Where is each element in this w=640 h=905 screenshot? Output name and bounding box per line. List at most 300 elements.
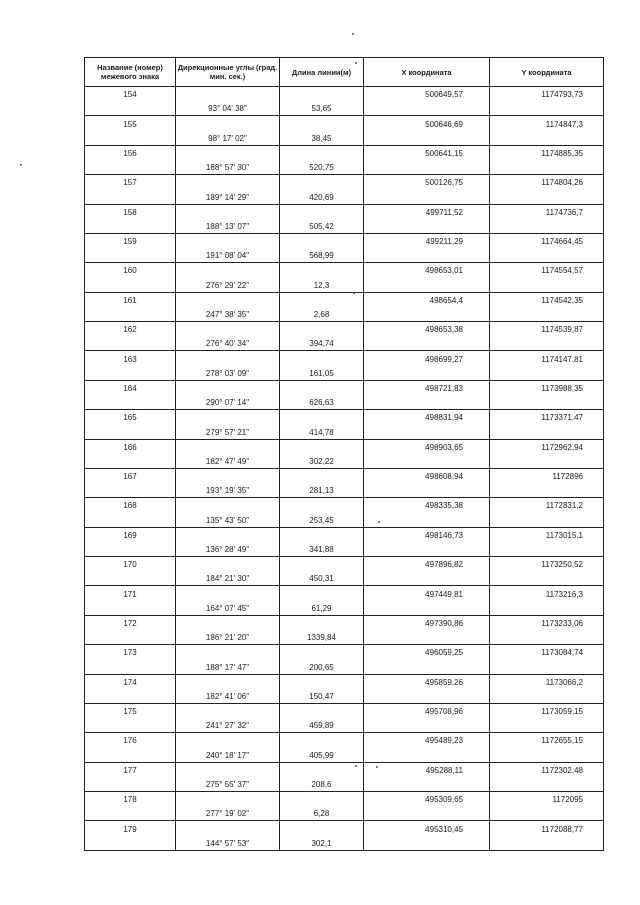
y-coordinate-cell: 1173084,74 xyxy=(490,645,604,660)
mark-name-cell: 166 xyxy=(85,439,176,454)
scan-speck xyxy=(355,765,357,767)
direction-angle-cell: 144° 57' 53" xyxy=(176,836,280,851)
line-length-cell: 459,89 xyxy=(280,718,364,733)
mark-name-cell-empty xyxy=(85,277,176,292)
mark-name-cell: 164 xyxy=(85,380,176,395)
x-coordinate-cell-empty xyxy=(364,512,490,527)
direction-angle-cell: 189° 14' 29" xyxy=(176,189,280,204)
x-coordinate-cell-empty xyxy=(364,131,490,146)
y-coordinate-cell: 1174736,7 xyxy=(490,204,604,219)
line-length-cell: 53,65 xyxy=(280,101,364,116)
angle-cell-empty xyxy=(176,204,280,219)
table-row xyxy=(85,792,604,807)
y-coordinate-cell: 1174542,35 xyxy=(490,292,604,307)
y-coordinate-cell: 1174885,35 xyxy=(490,145,604,160)
direction-angle-cell: 164° 07' 45" xyxy=(176,601,280,616)
mark-name-cell-empty xyxy=(85,336,176,351)
x-coordinate-cell-empty xyxy=(364,601,490,616)
line-length-cell: 520,75 xyxy=(280,160,364,175)
x-coordinate-cell-empty xyxy=(364,395,490,410)
angle-cell-empty xyxy=(176,498,280,513)
line-length-cell: 150,47 xyxy=(280,689,364,704)
x-coordinate-cell-empty xyxy=(364,483,490,498)
table-row xyxy=(85,322,604,337)
scan-speck xyxy=(355,62,357,64)
y-coordinate-cell: 1173066,2 xyxy=(490,674,604,689)
y-coordinate-cell: 1173250,52 xyxy=(490,557,604,572)
mark-name-cell-empty xyxy=(85,366,176,381)
table-row xyxy=(85,307,604,322)
mark-name-cell-empty xyxy=(85,454,176,469)
length-cell-empty xyxy=(280,116,364,131)
table-row xyxy=(85,219,604,234)
x-coordinate-cell-empty xyxy=(364,689,490,704)
x-coordinate-cell: 498903,65 xyxy=(364,439,490,454)
x-coordinate-cell-empty xyxy=(364,630,490,645)
mark-name-cell-empty xyxy=(85,101,176,116)
y-coordinate-cell: 1173371,47 xyxy=(490,410,604,425)
y-coordinate-cell-empty xyxy=(490,160,604,175)
y-coordinate-cell-empty xyxy=(490,571,604,586)
line-length-cell: 1339,84 xyxy=(280,630,364,645)
angle-cell-empty xyxy=(176,645,280,660)
line-length-cell: 61,29 xyxy=(280,601,364,616)
y-coordinate-cell-empty xyxy=(490,806,604,821)
x-coordinate-cell: 498653,01 xyxy=(364,263,490,278)
y-coordinate-cell-empty xyxy=(490,366,604,381)
table-row xyxy=(85,336,604,351)
y-coordinate-cell: 1173988,35 xyxy=(490,380,604,395)
angle-cell-empty xyxy=(176,792,280,807)
table-row xyxy=(85,586,604,601)
table-row xyxy=(85,131,604,146)
y-coordinate-cell-empty xyxy=(490,601,604,616)
y-coordinate-cell: 1172962,94 xyxy=(490,439,604,454)
x-coordinate-cell-empty xyxy=(364,718,490,733)
table-row xyxy=(85,87,604,102)
table-row xyxy=(85,645,604,660)
mark-name-cell-empty xyxy=(85,424,176,439)
scan-speck xyxy=(352,33,354,35)
length-cell-empty xyxy=(280,645,364,660)
x-coordinate-cell: 498654,4 xyxy=(364,292,490,307)
table-row xyxy=(85,101,604,116)
table-row xyxy=(85,175,604,190)
y-coordinate-cell-empty xyxy=(490,277,604,292)
y-coordinate-cell: 1173015,1 xyxy=(490,527,604,542)
table-row xyxy=(85,424,604,439)
mark-name-cell-empty xyxy=(85,836,176,851)
angle-cell-empty xyxy=(176,674,280,689)
header-direction-angle: Дирекционные углы (град. мин. сек.) xyxy=(176,58,280,87)
x-coordinate-cell: 496059,25 xyxy=(364,645,490,660)
mark-name-cell-empty xyxy=(85,659,176,674)
y-coordinate-cell-empty xyxy=(490,542,604,557)
y-coordinate-cell-empty xyxy=(490,836,604,851)
scan-speck xyxy=(378,521,380,523)
table-body xyxy=(85,87,604,851)
mark-name-cell-empty xyxy=(85,189,176,204)
y-coordinate-cell-empty xyxy=(490,131,604,146)
x-coordinate-cell: 498831,94 xyxy=(364,410,490,425)
direction-angle-cell: 136° 28' 49" xyxy=(176,542,280,557)
table-row xyxy=(85,747,604,762)
mark-name-cell: 155 xyxy=(85,116,176,131)
table-row xyxy=(85,380,604,395)
line-length-cell: 420,69 xyxy=(280,189,364,204)
table-row xyxy=(85,292,604,307)
mark-name-cell-empty xyxy=(85,630,176,645)
x-coordinate-cell: 498146,73 xyxy=(364,527,490,542)
x-coordinate-cell-empty xyxy=(364,747,490,762)
table-row xyxy=(85,277,604,292)
y-coordinate-cell: 1174804,26 xyxy=(490,175,604,190)
y-coordinate-cell: 1174793,73 xyxy=(490,87,604,102)
length-cell-empty xyxy=(280,145,364,160)
y-coordinate-cell-empty xyxy=(490,307,604,322)
x-coordinate-cell: 498335,38 xyxy=(364,498,490,513)
table-row xyxy=(85,263,604,278)
line-length-cell: 505,42 xyxy=(280,219,364,234)
mark-name-cell-empty xyxy=(85,512,176,527)
line-length-cell: 568,99 xyxy=(280,248,364,263)
mark-name-cell: 156 xyxy=(85,145,176,160)
x-coordinate-cell-empty xyxy=(364,424,490,439)
mark-name-cell: 169 xyxy=(85,527,176,542)
angle-cell-empty xyxy=(176,586,280,601)
y-coordinate-cell-empty xyxy=(490,336,604,351)
y-coordinate-cell-empty xyxy=(490,689,604,704)
x-coordinate-cell-empty xyxy=(364,336,490,351)
mark-name-cell: 172 xyxy=(85,615,176,630)
y-coordinate-cell: 1173233,06 xyxy=(490,615,604,630)
x-coordinate-cell-empty xyxy=(364,219,490,234)
table-row xyxy=(85,601,604,616)
x-coordinate-cell: 500646,69 xyxy=(364,116,490,131)
direction-angle-cell: 182° 41' 06" xyxy=(176,689,280,704)
scan-speck xyxy=(376,766,378,768)
table-row xyxy=(85,233,604,248)
mark-name-cell-empty xyxy=(85,248,176,263)
mark-name-cell: 171 xyxy=(85,586,176,601)
table-row xyxy=(85,630,604,645)
length-cell-empty xyxy=(280,468,364,483)
length-cell-empty xyxy=(280,792,364,807)
direction-angle-cell: 188° 57' 30" xyxy=(176,160,280,175)
length-cell-empty xyxy=(280,351,364,366)
direction-angle-cell: 98° 17' 02" xyxy=(176,131,280,146)
x-coordinate-cell: 500649,57 xyxy=(364,87,490,102)
x-coordinate-cell: 497449,81 xyxy=(364,586,490,601)
mark-name-cell: 168 xyxy=(85,498,176,513)
y-coordinate-cell: 1174554,57 xyxy=(490,263,604,278)
angle-cell-empty xyxy=(176,351,280,366)
x-coordinate-cell: 500126,75 xyxy=(364,175,490,190)
angle-cell-empty xyxy=(176,410,280,425)
x-coordinate-cell: 498653,38 xyxy=(364,322,490,337)
x-coordinate-cell-empty xyxy=(364,836,490,851)
length-cell-empty xyxy=(280,204,364,219)
y-coordinate-cell: 1172831,2 xyxy=(490,498,604,513)
mark-name-cell: 160 xyxy=(85,263,176,278)
x-coordinate-cell: 498608,94 xyxy=(364,468,490,483)
length-cell-empty xyxy=(280,292,364,307)
table-row xyxy=(85,498,604,513)
direction-angle-cell: 275° 55' 37" xyxy=(176,777,280,792)
line-length-cell: 405,99 xyxy=(280,747,364,762)
x-coordinate-cell-empty xyxy=(364,307,490,322)
direction-angle-cell: 193° 19' 35" xyxy=(176,483,280,498)
table-row xyxy=(85,248,604,263)
x-coordinate-cell: 499711,52 xyxy=(364,204,490,219)
mark-name-cell-empty xyxy=(85,777,176,792)
x-coordinate-cell: 498699,27 xyxy=(364,351,490,366)
length-cell-empty xyxy=(280,439,364,454)
table-row xyxy=(85,439,604,454)
length-cell-empty xyxy=(280,380,364,395)
mark-name-cell: 163 xyxy=(85,351,176,366)
table-row xyxy=(85,483,604,498)
scan-speck xyxy=(353,292,355,294)
line-length-cell: 626,63 xyxy=(280,395,364,410)
x-coordinate-cell-empty xyxy=(364,542,490,557)
table-row xyxy=(85,145,604,160)
table-row xyxy=(85,116,604,131)
line-length-cell: 414,78 xyxy=(280,424,364,439)
mark-name-cell: 165 xyxy=(85,410,176,425)
x-coordinate-cell: 495859,26 xyxy=(364,674,490,689)
x-coordinate-cell-empty xyxy=(364,659,490,674)
table-row xyxy=(85,512,604,527)
x-coordinate-cell-empty xyxy=(364,189,490,204)
y-coordinate-cell: 1172095 xyxy=(490,792,604,807)
y-coordinate-cell-empty xyxy=(490,454,604,469)
x-coordinate-cell: 497896,82 xyxy=(364,557,490,572)
x-coordinate-cell-empty xyxy=(364,160,490,175)
direction-angle-cell: 93° 04' 38" xyxy=(176,101,280,116)
x-coordinate-cell: 499211,29 xyxy=(364,233,490,248)
direction-angle-cell: 240° 18' 17" xyxy=(176,747,280,762)
mark-name-cell-empty xyxy=(85,571,176,586)
direction-angle-cell: 290° 07' 14" xyxy=(176,395,280,410)
table-row xyxy=(85,777,604,792)
length-cell-empty xyxy=(280,733,364,748)
y-coordinate-cell-empty xyxy=(490,483,604,498)
mark-name-cell: 174 xyxy=(85,674,176,689)
mark-name-cell-empty xyxy=(85,601,176,616)
direction-angle-cell: 277° 19' 02" xyxy=(176,806,280,821)
line-length-cell: 450,31 xyxy=(280,571,364,586)
length-cell-empty xyxy=(280,87,364,102)
scan-speck xyxy=(20,164,22,166)
line-length-cell: 302,1 xyxy=(280,836,364,851)
direction-angle-cell: 182° 47' 49" xyxy=(176,454,280,469)
x-coordinate-cell-empty xyxy=(364,806,490,821)
x-coordinate-cell-empty xyxy=(364,277,490,292)
mark-name-cell: 158 xyxy=(85,204,176,219)
mark-name-cell: 173 xyxy=(85,645,176,660)
length-cell-empty xyxy=(280,233,364,248)
y-coordinate-cell: 1174847,3 xyxy=(490,116,604,131)
x-coordinate-cell-empty xyxy=(364,101,490,116)
x-coordinate-cell-empty xyxy=(364,571,490,586)
angle-cell-empty xyxy=(176,468,280,483)
y-coordinate-cell-empty xyxy=(490,659,604,674)
table-row xyxy=(85,410,604,425)
y-coordinate-cell-empty xyxy=(490,424,604,439)
mark-name-cell: 159 xyxy=(85,233,176,248)
mark-name-cell: 154 xyxy=(85,87,176,102)
mark-name-cell-empty xyxy=(85,689,176,704)
table-row xyxy=(85,806,604,821)
length-cell-empty xyxy=(280,527,364,542)
angle-cell-empty xyxy=(176,615,280,630)
direction-angle-cell: 276° 40' 34" xyxy=(176,336,280,351)
y-coordinate-cell-empty xyxy=(490,718,604,733)
x-coordinate-cell-empty xyxy=(364,777,490,792)
angle-cell-empty xyxy=(176,263,280,278)
direction-angle-cell: 135° 43' 50" xyxy=(176,512,280,527)
line-length-cell: 12,3 xyxy=(280,277,364,292)
y-coordinate-cell-empty xyxy=(490,189,604,204)
direction-angle-cell: 241° 27' 32" xyxy=(176,718,280,733)
y-coordinate-cell: 1172088,77 xyxy=(490,821,604,836)
header-x-coordinate: X координата xyxy=(364,58,490,87)
length-cell-empty xyxy=(280,557,364,572)
y-coordinate-cell-empty xyxy=(490,101,604,116)
table-row xyxy=(85,718,604,733)
x-coordinate-cell-empty xyxy=(364,454,490,469)
y-coordinate-cell: 1172896 xyxy=(490,468,604,483)
mark-name-cell: 176 xyxy=(85,733,176,748)
x-coordinate-cell-empty xyxy=(364,248,490,263)
length-cell-empty xyxy=(280,175,364,190)
line-length-cell: 6,28 xyxy=(280,806,364,821)
y-coordinate-cell: 1174664,45 xyxy=(490,233,604,248)
mark-name-cell: 179 xyxy=(85,821,176,836)
x-coordinate-cell: 495288,11 xyxy=(364,762,490,777)
table-row xyxy=(85,542,604,557)
table-row xyxy=(85,821,604,836)
angle-cell-empty xyxy=(176,322,280,337)
header-y-coordinate: Y координата xyxy=(490,58,604,87)
angle-cell-empty xyxy=(176,703,280,718)
length-cell-empty xyxy=(280,263,364,278)
line-length-cell: 394,74 xyxy=(280,336,364,351)
line-length-cell: 2,68 xyxy=(280,307,364,322)
length-cell-empty xyxy=(280,586,364,601)
y-coordinate-cell: 1173059,15 xyxy=(490,703,604,718)
angle-cell-empty xyxy=(176,439,280,454)
length-cell-empty xyxy=(280,762,364,777)
line-length-cell: 302,22 xyxy=(280,454,364,469)
x-coordinate-cell: 497390,86 xyxy=(364,615,490,630)
line-length-cell: 208,6 xyxy=(280,777,364,792)
table-row xyxy=(85,557,604,572)
x-coordinate-cell: 500641,15 xyxy=(364,145,490,160)
y-coordinate-cell-empty xyxy=(490,630,604,645)
mark-name-cell: 167 xyxy=(85,468,176,483)
table-row xyxy=(85,836,604,851)
header-mark-name: Название (номер) межевого знака xyxy=(85,58,176,87)
table-row xyxy=(85,733,604,748)
y-coordinate-cell: 1174147,81 xyxy=(490,351,604,366)
y-coordinate-cell: 1172302,48 xyxy=(490,762,604,777)
angle-cell-empty xyxy=(176,233,280,248)
x-coordinate-cell-empty xyxy=(364,366,490,381)
table-row xyxy=(85,571,604,586)
mark-name-cell: 170 xyxy=(85,557,176,572)
table-row xyxy=(85,527,604,542)
mark-name-cell-empty xyxy=(85,160,176,175)
direction-angle-cell: 279° 57' 21" xyxy=(176,424,280,439)
direction-angle-cell: 278° 03' 09" xyxy=(176,366,280,381)
table-row xyxy=(85,204,604,219)
mark-name-cell-empty xyxy=(85,131,176,146)
y-coordinate-cell: 1173216,3 xyxy=(490,586,604,601)
table-row xyxy=(85,703,604,718)
angle-cell-empty xyxy=(176,527,280,542)
angle-cell-empty xyxy=(176,821,280,836)
y-coordinate-cell-empty xyxy=(490,248,604,263)
x-coordinate-cell: 495310,45 xyxy=(364,821,490,836)
table-row xyxy=(85,395,604,410)
line-length-cell: 281,13 xyxy=(280,483,364,498)
line-length-cell: 253,45 xyxy=(280,512,364,527)
mark-name-cell-empty xyxy=(85,307,176,322)
direction-angle-cell: 276° 29' 22" xyxy=(176,277,280,292)
length-cell-empty xyxy=(280,498,364,513)
table-row xyxy=(85,615,604,630)
mark-name-cell-empty xyxy=(85,806,176,821)
table-row xyxy=(85,160,604,175)
mark-name-cell: 161 xyxy=(85,292,176,307)
x-coordinate-cell: 495309,65 xyxy=(364,792,490,807)
mark-name-cell-empty xyxy=(85,542,176,557)
table-row xyxy=(85,468,604,483)
table-row xyxy=(85,689,604,704)
direction-angle-cell: 191° 08' 04" xyxy=(176,248,280,263)
mark-name-cell: 162 xyxy=(85,322,176,337)
angle-cell-empty xyxy=(176,87,280,102)
mark-name-cell: 175 xyxy=(85,703,176,718)
angle-cell-empty xyxy=(176,733,280,748)
y-coordinate-cell-empty xyxy=(490,777,604,792)
table-row xyxy=(85,454,604,469)
length-cell-empty xyxy=(280,703,364,718)
direction-angle-cell: 186° 21' 20" xyxy=(176,630,280,645)
x-coordinate-cell: 495708,96 xyxy=(364,703,490,718)
table-row xyxy=(85,674,604,689)
table-header-row xyxy=(85,58,604,87)
line-length-cell: 341,88 xyxy=(280,542,364,557)
y-coordinate-cell: 1174539,87 xyxy=(490,322,604,337)
y-coordinate-cell-empty xyxy=(490,219,604,234)
line-length-cell: 161,05 xyxy=(280,366,364,381)
table-row xyxy=(85,351,604,366)
direction-angle-cell: 184° 21' 30" xyxy=(176,571,280,586)
y-coordinate-cell-empty xyxy=(490,747,604,762)
length-cell-empty xyxy=(280,410,364,425)
direction-angle-cell: 188° 13' 07" xyxy=(176,219,280,234)
header-line-length: Длина линии(м) xyxy=(280,58,364,87)
mark-name-cell: 177 xyxy=(85,762,176,777)
angle-cell-empty xyxy=(176,116,280,131)
mark-name-cell-empty xyxy=(85,219,176,234)
mark-name-cell: 157 xyxy=(85,175,176,190)
mark-name-cell-empty xyxy=(85,395,176,410)
direction-angle-cell: 247° 38' 35" xyxy=(176,307,280,322)
